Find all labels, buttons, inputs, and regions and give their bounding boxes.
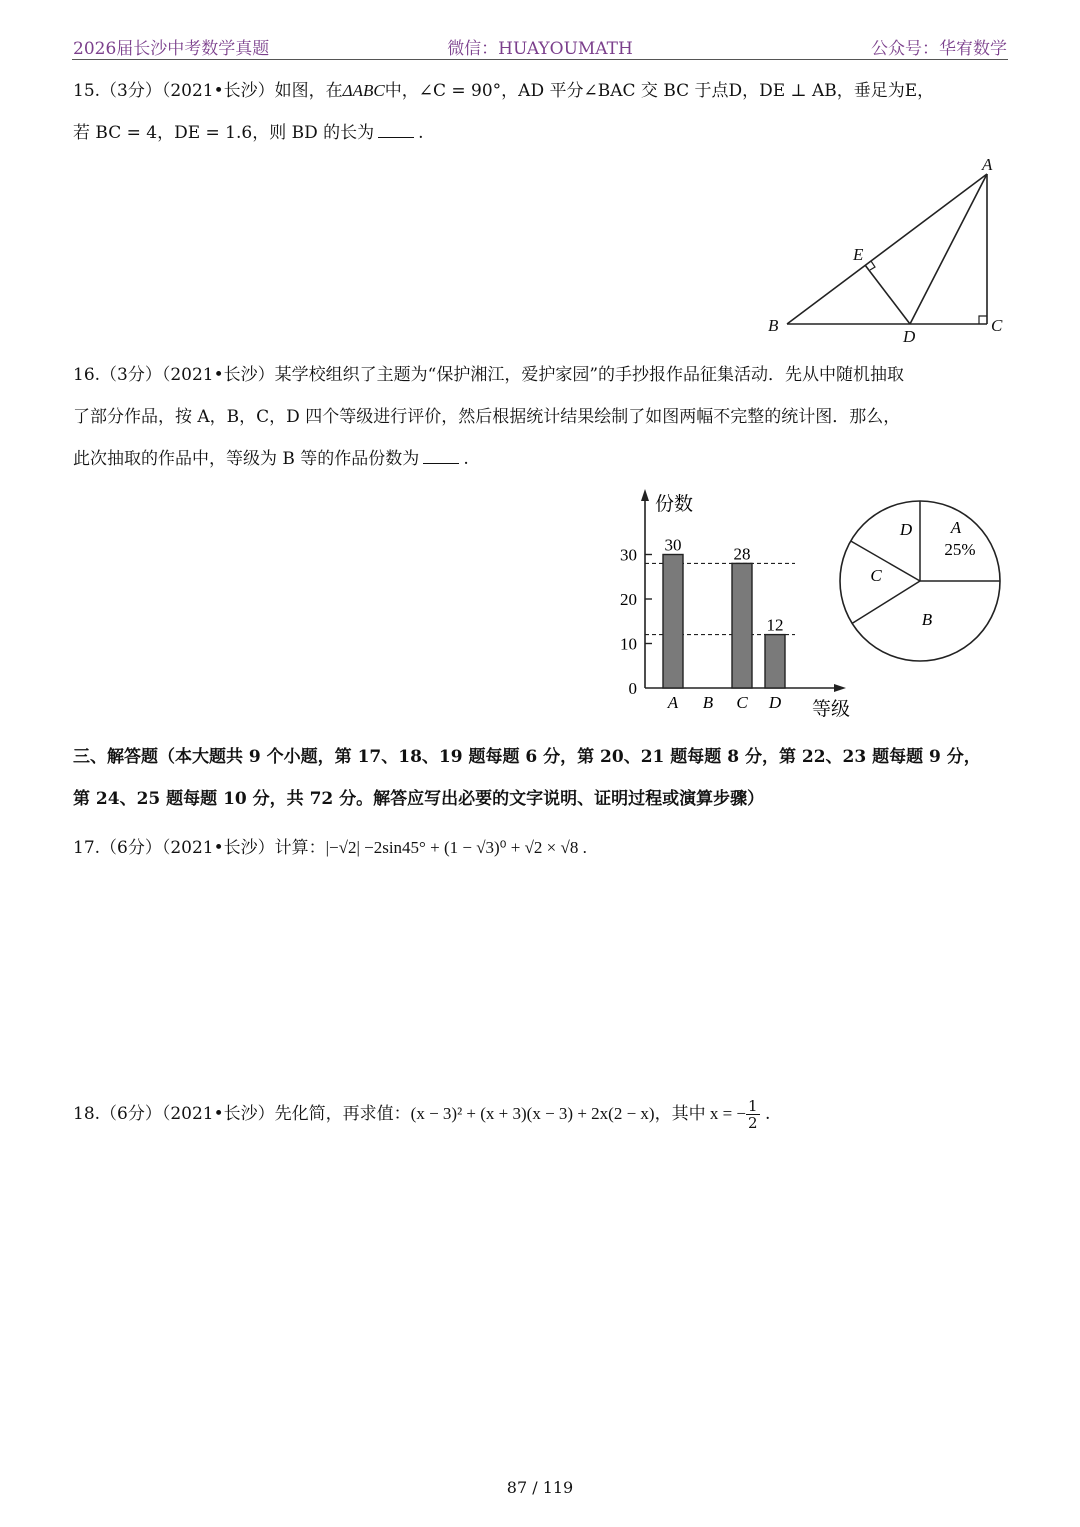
q15-line1	[73, 76, 934, 101]
bar-a	[663, 555, 683, 689]
q18-end: .	[764, 1104, 771, 1124]
label-e: E	[853, 245, 864, 264]
x-tick-label: D	[768, 693, 782, 712]
label-b: B	[768, 316, 779, 335]
frac-denominator: 2	[748, 1114, 758, 1132]
q16-line1: 16.（3分）（2021•长沙）某学校组织了主题为“保护湘江，爱护家园”的手抄报作品征集活动．先从中随机抽取	[73, 365, 905, 385]
bar-chart	[600, 485, 870, 725]
x-tick-label: C	[736, 693, 748, 712]
right-angle-e	[870, 261, 875, 270]
bar-value-label: 30	[664, 535, 682, 555]
bar-c	[732, 563, 752, 688]
q15-question: 若 BC = 4，DE = 1.6，则 BD 的长为	[73, 123, 375, 143]
y-axis-arrow	[641, 489, 649, 501]
page-number: 87 / 119	[506, 1478, 574, 1497]
pie-label-a: A	[950, 518, 962, 537]
y-axis-label: 份数	[655, 494, 694, 515]
q16-end: .	[463, 449, 469, 469]
pie-label-d: D	[899, 520, 913, 539]
x-tick-label: A	[667, 693, 679, 712]
label-c: C	[991, 316, 1003, 335]
right-angle-c	[979, 316, 987, 324]
q17-prefix: 17.（6分）（2021•长沙）计算：	[73, 838, 326, 858]
section3-line1: 三、解答题（本大题共 9 个小题，第 17、18、19 题每题 6 分，第 20、21 题每题 8 分，第 22、23 题每题 9 分，	[73, 747, 981, 767]
q16-line3	[73, 444, 469, 469]
side-ab	[787, 174, 987, 324]
y-tick-label: 30	[620, 545, 637, 565]
q15-end: .	[418, 123, 424, 143]
header-left: 2026届长沙中考数学真题	[73, 39, 270, 59]
q15-triangle: ΔABC	[342, 81, 385, 100]
header-center: 微信：HUAYOUMATH	[447, 39, 633, 59]
q18-expression: (x − 3)² + (x + 3)(x − 3) + 2x(2 − x)，其中 x = −	[410, 1104, 746, 1123]
q16-line2: 了部分作品，按 A，B，C，D 四个等级进行评价，然后根据统计结果绘制了如图两幅不完整的统计图．那么，	[73, 407, 901, 427]
q15-triangle-figure	[760, 150, 1010, 350]
pie-percent-label: 25%	[944, 540, 976, 559]
q16-question: 此次抽取的作品中，等级为 B 等的作品份数为	[73, 449, 420, 469]
q17-line	[73, 833, 587, 858]
pie-label-c: C	[870, 566, 882, 585]
segment-ad	[910, 174, 987, 324]
q15-line2	[73, 118, 424, 143]
pie-chart	[835, 498, 1010, 668]
header-right: 公众号：华宥数学	[871, 39, 1007, 59]
y-tick-label: 0	[628, 679, 637, 698]
header-rule	[72, 59, 1008, 60]
x-axis-arrow	[834, 684, 846, 692]
q18-line	[73, 1098, 770, 1131]
bar-d	[765, 635, 785, 688]
x-axis-label: 等级	[812, 699, 851, 720]
bar-value-label: 28	[733, 544, 751, 564]
frac-numerator: 1	[748, 1097, 758, 1115]
answer-blank	[378, 123, 414, 138]
q15-prefix: 15.（3分）（2021•长沙）如图，在	[73, 81, 343, 101]
y-tick-label: 20	[620, 590, 637, 609]
segment-de	[865, 265, 910, 324]
q18-prefix: 18.（6分）（2021•长沙）先化简，再求值：	[73, 1104, 411, 1124]
label-d: D	[903, 327, 916, 346]
pie-label-b: B	[921, 610, 933, 629]
bar-value-label: 12	[766, 615, 784, 635]
q15-rest: 中，∠C = 90°，AD 平分∠BAC 交 BC 于点D，DE ⊥ AB，垂足为E，	[384, 81, 935, 101]
q18-fraction	[746, 1098, 760, 1131]
answer-blank	[423, 449, 459, 464]
label-a: A	[982, 155, 993, 174]
x-tick-label: B	[702, 693, 714, 712]
y-tick-label: 10	[620, 634, 637, 654]
q17-expression: |−√2| −2sin45° + (1 − √3)⁰ + √2 × √8 .	[325, 838, 587, 857]
section3-line2: 第 24、25 题每题 10 分，共 72 分。解答应写出必要的文字说明、证明过程或演算步骤）	[73, 789, 765, 809]
